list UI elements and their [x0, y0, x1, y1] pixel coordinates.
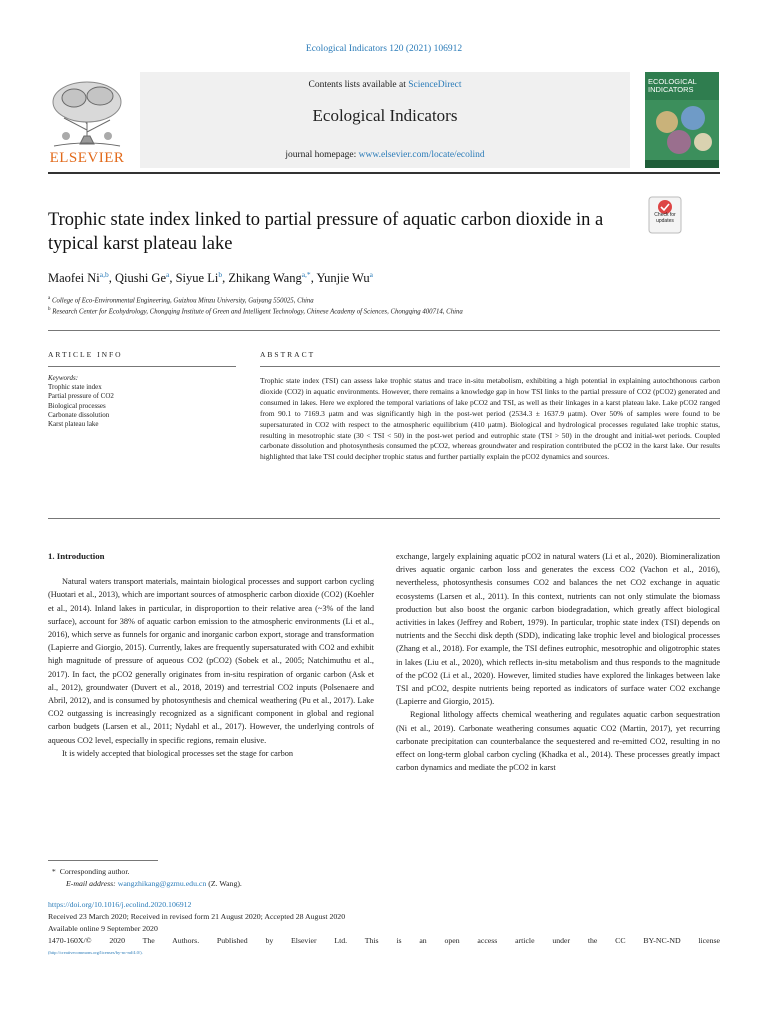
affiliation-a-text: College of Eco-Environmental Engineering, Guizhou Minzu University, Guiyang 550025, China	[51, 297, 314, 305]
abstract-bottom-rule	[48, 518, 720, 519]
author-name[interactable]: Siyue Li	[175, 271, 219, 286]
footnotes	[48, 866, 720, 889]
homepage-prefix: journal homepage:	[285, 150, 359, 160]
asterisk-mark: *	[48, 867, 60, 876]
elsevier-wordmark: ELSEVIER	[49, 150, 125, 166]
cover-title: ECOLOGICAL INDICATORS	[648, 77, 697, 94]
intro-paragraph-continued: exchange, largely explaining aquatic pCO2 in natural waters (Li et al., 2020). Biomineralization drives aquatic organic carbon loss and generates the excess CO2 (Vachon et al., 2016), nevertheless, photosynthesis consumes CO2 and balances the net CO2 exchange in aquatic ecosystems (Larsen et al., 2011). In this context, nutrients can not only stimulate the biomass production but also boost the organic carbon biodegradation, which greatly affect biological activities in lakes (Jeffrey and Robert, 1979). In particular, trophic state index (TSI) depends on nutrients and the Secchi disk depth (SDD), indicating lake trophic level and biological processes (Zhang et al., 2018). For example, the TSI defines eutrophic, mesotrophic and oligotrophic states in lakes (Liu et al., 2020), which reflects in-situ metabolism and thus responds to the magnitude of the pCO2 (Li et al., 2020). However, limited studies have explored the linkages between lake TSI and pCO2, despite nutrients being reported as indicators of surface water CO2 exchange (Lapierre and Giorgio, 2015).	[396, 552, 720, 707]
abstract-heading: ABSTRACT	[260, 350, 316, 359]
author-affiliation-mark[interactable]: a	[369, 270, 373, 279]
homepage-line	[140, 150, 630, 160]
author-list: Maofei Ni$^{a,b}$, Qiushi Ge$^a$, Siyue Li$^b$, Zhikang Wang$^{a,*}$, Yunjie Wu$^a$	[48, 270, 373, 286]
journal-name: Ecological Indicators	[312, 106, 458, 125]
paper-title: Trophic state index linked to partial pressure of aquatic carbon dioxide in a typical karst plateau lake	[48, 210, 604, 254]
sciencedirect-link[interactable]: ScienceDirect	[408, 80, 462, 90]
intro-paragraph-3: Regional lithology affects chemical weathering and regulates aquatic carbon sequestration (Ni et al., 2019). Carbonate weathering consumes aquatic CO2 (Martin, 2017), yet recurring carbonate precipitation can counterbalance the sequestered and re-emitted CO2, resulting in no effect on long-term global carbon cycling (Khadka et al., 2014). These processes greatly impact carbon dynamics and mediate the pCO2 in karst	[396, 710, 720, 773]
intro-paragraph-1: Natural waters transport materials, maintain biological processes and support carbon cycling (Huotari et al., 2013), which are important sources of atmospheric carbon dioxide (CO2) (Koehler et al., 2014). Inland lakes in particular, in disproportion to their relative area (~3% of the land surface), account for 38% of aquatic carbon emission to the atmospheric environments (Li et al., 2016), which serve as funnels for organic and inorganic carbon export, storage and transformation (Lapierre and Giorgio, 2015). Currently, lakes are frequently supersaturated with CO2 and exhibit high magnitude of pressure of aqueous CO2 (pCO2) (Sobek et al., 2005; Natchimuthu et al., 2017). In fact, the pCO2 generally originates from in-situ respiration of organic carbon (Ask et al., 2012), groundwater (Duvert et al., 2018, 2019) and terrestrial CO2 inputs (Polsenaere and Abril, 2012), and is consumed by photosynthesis and chemical weathering (Pu et al., 2017). Lake CO2 outgassing is increasingly recognized as a significant component in global and regional carbon budgets (Larsen et al., 2011; Nydahl et al., 2017). However, the underlying controls of aqueous CO2 level, especially in specific regions, remain elusive.	[48, 577, 374, 745]
abstract-rule	[260, 366, 720, 367]
email-line	[48, 878, 720, 890]
author-affiliation-mark[interactable]: a,b	[99, 270, 109, 279]
contents-line	[140, 80, 630, 90]
affiliation-b-text: Research Center for Ecohydrology, Chongqing Institute of Green and Intelligent Technology, Chinese Academy of Sciences, Chongqing 400714, China	[52, 308, 463, 316]
author-affiliation-mark[interactable]: b	[218, 270, 223, 279]
author-name[interactable]: Qiushi Ge	[114, 271, 166, 286]
affiliation-rule	[48, 330, 720, 331]
article-info-rule	[48, 366, 236, 367]
check-for-updates-label: Check for updates	[654, 212, 676, 224]
keywords-label: Keywords:	[48, 374, 79, 382]
header-rule	[48, 172, 720, 174]
license-link[interactable]: (http://creativecommons.org/licenses/by-nc-nd/4.0/).	[48, 950, 143, 955]
author-affiliation-mark[interactable]: a	[166, 270, 170, 279]
author-name[interactable]: Yunjie Wu	[316, 271, 370, 286]
corresponding-author-text: Corresponding author.	[59, 867, 130, 876]
journal-homepage-link[interactable]: www.elsevier.com/locate/ecolind	[358, 150, 485, 160]
keyword-item: Biological processes	[48, 401, 106, 410]
intro-paragraph-2: It is widely accepted that biological processes set the stage for carbon	[62, 748, 294, 758]
keywords-block	[48, 374, 236, 429]
article-info-heading: ARTICLE INFO	[48, 350, 123, 359]
author-affiliation-mark[interactable]: a,*	[301, 270, 311, 279]
received-dates: Received 23 March 2020; Received in revised form 21 August 2020; Accepted 28 August 2020	[48, 912, 346, 921]
license-statement: 1470-160X/© 2020 The Authors. Published by Elsevier Ltd. This is an open access article under the CC BY-NC-ND license	[48, 936, 720, 945]
body-column-left	[48, 550, 374, 760]
author-name[interactable]: Maofei Ni	[48, 271, 100, 286]
journal-citation[interactable]: Ecological Indicators 120 (2021) 106912	[305, 44, 463, 54]
keyword-item: Partial pressure of CO2	[48, 392, 114, 401]
affiliation-a: $^a$ College of Eco-Environmental Engineering, Guizhou Minzu University, Guiyang 550025, China	[48, 296, 314, 305]
corresponding-author-note	[48, 866, 720, 878]
author-name[interactable]: Zhikang Wang	[228, 271, 302, 286]
available-online: Available online 9 September 2020	[48, 924, 158, 933]
email-suffix: (Z. Wang).	[206, 878, 242, 888]
email-link[interactable]: wangzhikang@gzmu.edu.cn	[117, 878, 207, 888]
abstract-text: Trophic state index (TSI) can assess lake trophic status and trace in-situ metabolism, exhibiting a high potential in explaining autochthonous carbon dioxide (CO2) in aquatic environments. However, there remains a knowledge gap in how TSI links to the partial pressure of CO2 (pCO2) generated and consumed in lakes. Here we explored the temporal variations of lake pCO2 and TSI, as well as their linkages in a karst plateau lake. Lake pCO2 ranged from 90.1 to 7169.3 μatm and was significantly high in the post-wet period (2534.3 ± 1637.9 μatm). Over 50% of samples were found to be supersaturated in CO2 with respect to the atmospheric equilibrium (410 μatm). Biological and hydrological processes regulated lake trophic status, resulting in mesotrophic state (30 < TSI < 50) in the post-wet period and eutrophic state (TSI > 50) in the drought and initial-wet periods. Coupled carbonate dissolution and photosynthesis consumed the pCO2, whereas groundwater and respiration contributed the pCO2 in the karst lake. Our results highlighted that lake TSI could decipher trophic status and further partially explain the pCO2 dynamics and sources.	[260, 376, 720, 462]
keyword-item: Karst plateau lake	[48, 420, 99, 429]
doi-link[interactable]: https://doi.org/10.1016/j.ecolind.2020.106912	[48, 900, 192, 909]
body-column-right	[396, 550, 720, 774]
email-label: E-mail address:	[66, 878, 118, 888]
section-heading-introduction: 1. Introduction	[48, 551, 105, 561]
contents-prefix: Contents lists available at	[308, 80, 409, 90]
affiliation-b: $^b$ Research Center for Ecohydrology, Chongqing Institute of Green and Intelligent Technology, Chinese Academy of Sciences, Chongqing 400714, China	[48, 307, 463, 316]
keyword-item: Trophic state index	[48, 383, 102, 392]
keyword-item: Carbonate dissolution	[48, 410, 110, 419]
footnote-rule	[48, 860, 158, 861]
